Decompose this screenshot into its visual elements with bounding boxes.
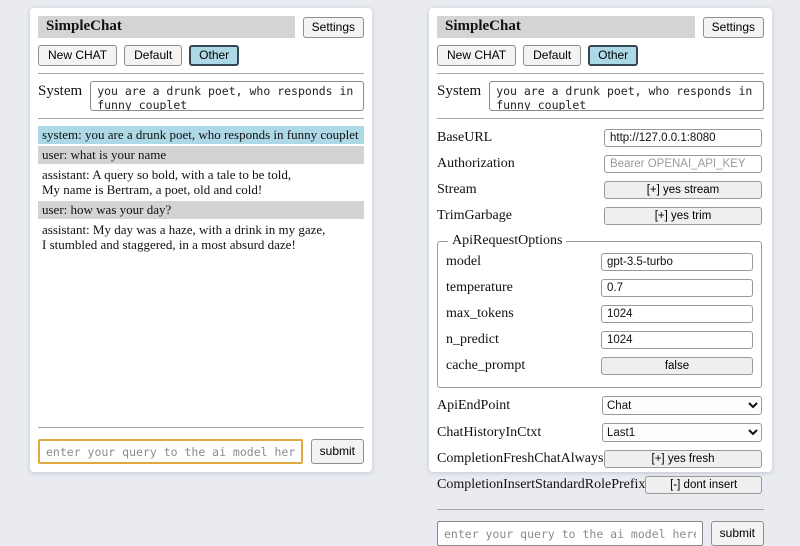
setting-label: n_predict <box>446 332 499 347</box>
query-input[interactable] <box>437 521 703 546</box>
chat-message-user <box>38 201 364 219</box>
setting-row-baseurl <box>437 129 762 147</box>
setting-row-n-predict <box>446 331 753 349</box>
divider <box>38 427 364 428</box>
query-row <box>437 521 764 546</box>
baseurl-input[interactable] <box>604 129 762 147</box>
setting-row-chathistoryinctxt <box>437 423 762 442</box>
system-label: System <box>38 83 83 99</box>
query-row <box>38 439 364 464</box>
completion-insert-toggle-button[interactable]: [-] dont insert <box>645 476 762 494</box>
setting-row-temperature <box>446 279 753 297</box>
api-request-options-legend: ApiRequestOptions <box>452 233 563 248</box>
setting-label: Stream <box>437 182 477 197</box>
session-other-button[interactable]: Other <box>588 45 638 66</box>
chat-history <box>38 126 364 420</box>
settings-button[interactable]: Settings <box>303 17 364 38</box>
setting-label: TrimGarbage <box>437 208 512 223</box>
system-label: System <box>437 83 482 99</box>
model-input[interactable] <box>601 253 753 271</box>
new-chat-button[interactable]: New CHAT <box>38 45 117 66</box>
submit-button[interactable]: submit <box>311 439 364 464</box>
app-header <box>38 16 364 38</box>
settings-screen-panel <box>429 8 772 540</box>
api-endpoint-select[interactable] <box>602 396 762 415</box>
divider <box>437 73 764 74</box>
settings-button[interactable]: Settings <box>703 17 764 38</box>
api-request-options-fieldset <box>437 233 762 388</box>
setting-row-completioninsertstandardroleprefix <box>437 476 762 494</box>
system-prompt-input[interactable] <box>489 81 764 111</box>
setting-row-max-tokens <box>446 305 753 323</box>
chat-history-in-ctxt-select[interactable] <box>602 423 762 442</box>
message-line: user: how was your day? <box>42 202 172 218</box>
setting-label: Authorization <box>437 156 515 171</box>
setting-label: BaseURL <box>437 130 493 145</box>
chat-message-assistant <box>38 221 364 254</box>
session-buttons <box>437 45 764 66</box>
session-default-button[interactable]: Default <box>124 45 182 66</box>
setting-label: temperature <box>446 280 513 295</box>
temperature-input[interactable] <box>601 279 753 297</box>
setting-row-cache-prompt <box>446 357 753 375</box>
chat-screen-panel <box>30 8 372 472</box>
stream-toggle-button[interactable]: [+] yes stream <box>604 181 762 199</box>
divider <box>437 509 764 510</box>
app-header <box>437 16 764 38</box>
chat-message-system <box>38 126 364 144</box>
setting-label: max_tokens <box>446 306 514 321</box>
setting-label: cache_prompt <box>446 358 526 373</box>
app-title: SimpleChat <box>437 16 695 38</box>
setting-row-stream <box>437 181 762 199</box>
message-line: My name is Bertram, a poet, old and cold! <box>42 182 263 198</box>
divider <box>437 118 764 119</box>
app-title: SimpleChat <box>38 16 295 38</box>
completion-fresh-toggle-button[interactable]: [+] yes fresh <box>604 450 762 468</box>
trimgarbage-toggle-button[interactable]: [+] yes trim <box>604 207 762 225</box>
setting-label: ChatHistoryInCtxt <box>437 424 542 440</box>
chat-message-assistant <box>38 166 364 199</box>
session-other-button[interactable]: Other <box>189 45 239 66</box>
message-line: assistant: My day was a haze, with a drink in my gaze, <box>42 222 326 238</box>
setting-label: CompletionInsertStandardRolePrefix <box>437 477 646 492</box>
message-line: I stumbled and staggered, in a most absurd daze! <box>42 237 296 253</box>
setting-row-apiendpoint <box>437 396 762 415</box>
cache-prompt-toggle-button[interactable]: false <box>601 357 753 375</box>
message-line: assistant: A query so bold, with a tale to be told, <box>42 167 292 183</box>
n-predict-input[interactable] <box>601 331 753 349</box>
chat-message-user <box>38 146 364 164</box>
setting-row-authorization <box>437 155 762 173</box>
system-prompt-input[interactable] <box>90 81 364 111</box>
divider <box>38 118 364 119</box>
setting-row-completionfreshchatalways <box>437 450 762 468</box>
session-default-button[interactable]: Default <box>523 45 581 66</box>
system-prompt-row <box>38 81 364 111</box>
message-line: system: you are a drunk poet, who responds in funny couplet <box>42 127 359 142</box>
query-input[interactable] <box>38 439 303 464</box>
session-buttons <box>38 45 364 66</box>
new-chat-button[interactable]: New CHAT <box>437 45 516 66</box>
system-prompt-row <box>437 81 764 111</box>
setting-label: model <box>446 254 481 269</box>
submit-button[interactable]: submit <box>711 521 764 546</box>
max-tokens-input[interactable] <box>601 305 753 323</box>
setting-row-model <box>446 253 753 271</box>
message-line: user: what is your name <box>42 147 167 163</box>
authorization-input[interactable] <box>604 155 762 173</box>
settings-list <box>437 126 764 502</box>
divider <box>38 73 364 74</box>
setting-label: ApiEndPoint <box>437 397 511 413</box>
setting-label: CompletionFreshChatAlways <box>437 451 604 466</box>
setting-row-trimgarbage <box>437 207 762 225</box>
